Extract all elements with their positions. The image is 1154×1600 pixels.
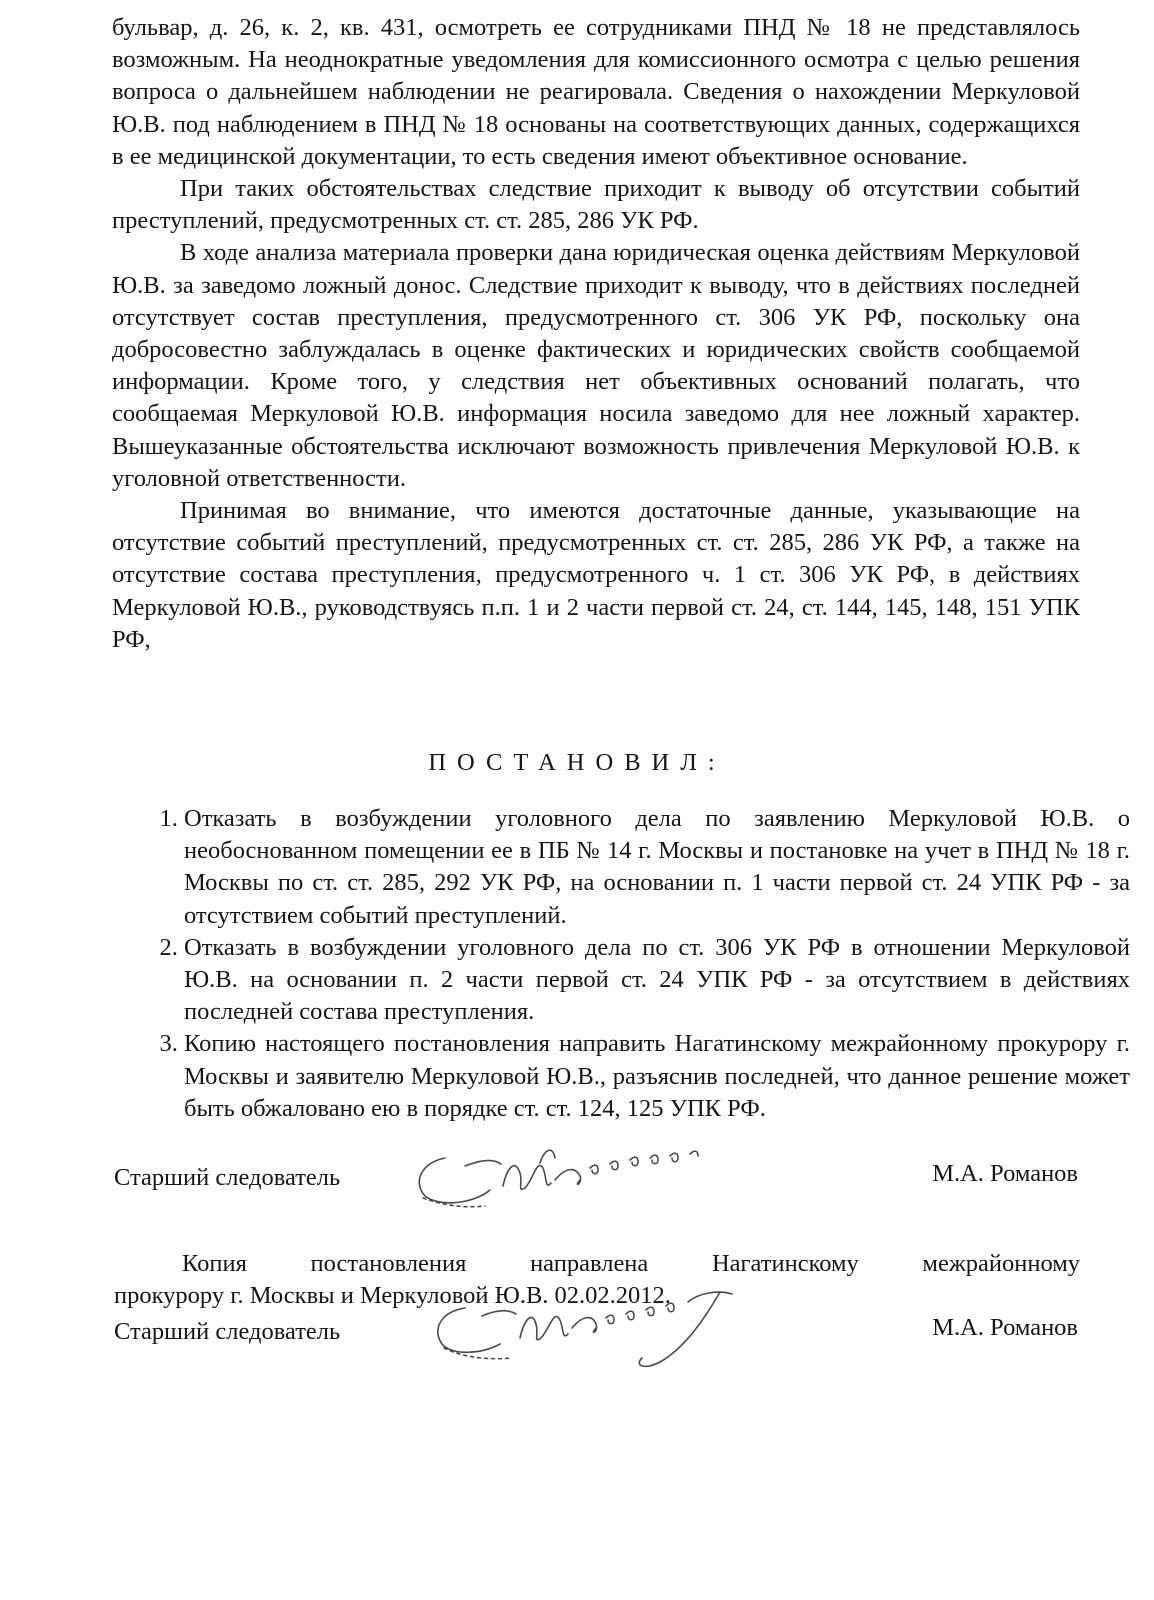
signer-title: Старший следователь (114, 1318, 341, 1345)
signer-title: Старший следователь (114, 1164, 341, 1191)
paragraph-grounds: Принимая во внимание, что имеются достаточные данные, указывающие на отсутствие событий преступлений, предусмотренных ст. ст. 285, 286 УК РФ, а также на отсутствие состава преступления, предусмотренного ч. 1 ст. 306 УК РФ, в действиях Меркуловой Ю.В., руководствуясь п.п. 1 и 2 части первой ст. 24, ст. 144, 145, 148, 151 УПК РФ, (112, 497, 1080, 653)
signer-name: М.А. Романов (932, 1314, 1078, 1341)
copy-note-line-2: прокурору г. Москвы и Меркуловой Ю.В. 02.02.2012. (114, 1282, 671, 1310)
copy-note-line-1: Копия постановления направлена Нагатинскому межрайонному (182, 1250, 1080, 1277)
handwritten-signature-2 (420, 1278, 770, 1388)
paragraph-false-report-analysis: В ходе анализа материала проверки дана юридическая оценка действиям Меркуловой Ю.В. за заведомо ложный донос. Следствие приходит к выводу, что в действиях последней отсутствует состав преступления, предусмотренного ст. 306 УК РФ, поскольку она добросовестно заблуждалась в оценке фактических и юридических свойств сообщаемой информации. Кроме того, у следствия нет объективных оснований полагать, что сообщаемая Меркуловой Ю.В. информация носила заведомо для нее ложный характер. Вышеуказанные обстоятельства исключают возможность привлечения Меркуловой Ю.В. к уголовной ответственности. (112, 239, 1080, 492)
paragraph-continuation: бульвар, д. 26, к. 2, кв. 431, осмотреть ее сотрудниками ПНД № 18 не представлялось возможным. На неоднократные уведомления для комиссионного осмотра с целью решения вопроса о дальнейшем наблюдении не реагировала. Сведения о нахождении Меркуловой Ю.В. под наблюдением в ПНД № 18 основаны на соответствующих данных, содержащихся в ее медицинской документации, то есть сведения имеют объективное основание. (112, 14, 1080, 170)
decision-item: 2. Отказать в возбуждении уголовного дела по ст. 306 УК РФ в отношении Меркуловой Ю.В. на основании п. 2 части первой ст. 24 УПК РФ - за отсутствием в действиях последней состава преступления. (184, 932, 1130, 1029)
handwritten-signature-1 (405, 1128, 735, 1218)
document-body (112, 12, 1080, 656)
resolution-heading: ПОСТАНОВИЛ: (428, 749, 726, 776)
decision-item: 1. Отказать в возбуждении уголовного дела по заявлению Меркуловой Ю.В. о необоснованном помещении ее в ПБ № 14 г. Москвы и постановке на учет в ПНД № 18 г. Москвы по ст. ст. 285, 292 УК РФ, на основании п. 1 части первой ст. 24 УПК РФ - за отсутствием событий преступлений. (184, 803, 1130, 932)
decision-item: 3. Копию настоящего постановления направить Нагатинскому межрайонному прокурору г. Москвы и заявителю Меркуловой Ю.В., разъяснив последней, что данное решение может быть обжаловано ею в порядке ст. ст. 124, 125 УПК РФ. (184, 1028, 1130, 1125)
decision-list (130, 803, 1130, 1125)
paragraph-conclusion-no-events: При таких обстоятельствах следствие приходит к выводу об отсутствии событий преступлений, предусмотренных ст. ст. 285, 286 УК РФ. (112, 175, 1080, 235)
signer-name: М.А. Романов (932, 1160, 1078, 1187)
